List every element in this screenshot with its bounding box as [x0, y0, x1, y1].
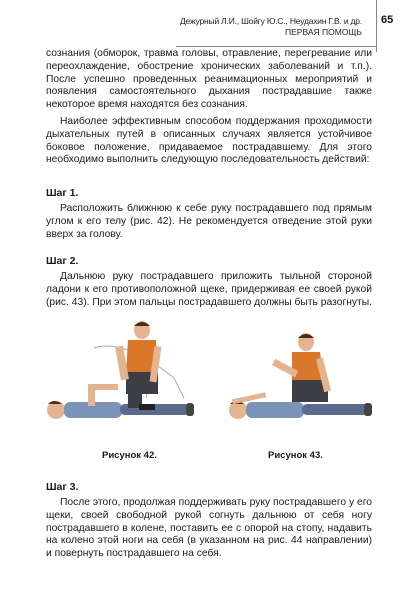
paragraph-1: сознания (обморок, травма головы, отравление, перегревание или переохлаждение, обострение хронических заболеваний и т.п.). После успешно проведенных реанимационных мероприятий и появления самостоятельного дыхания пострадавшие также некоторое время находятся без сознания.	[46, 48, 372, 111]
page-number: 65	[381, 14, 394, 26]
step-1-title: Шаг 1.	[46, 187, 79, 199]
header-authors: Дежурный Л.И., Шойгу Ю.С., Неудахин Г.В. и др.	[179, 16, 362, 26]
paragraph-2: Наиболее эффективным способом поддержания проходимости дыхательных путей в описанных случаях является устойчивое боковое положение, придаваемое пострадавшему. Для этого необходимо выполнить следующую последовательность действий:	[46, 116, 372, 166]
figure-43-illustration	[212, 330, 382, 430]
header-book-title: ПЕРВАЯ ПОМОЩЬ	[285, 27, 362, 37]
figure-43-caption: Рисунок 43.	[268, 450, 323, 461]
step-1-text: Расположить ближнюю к себе руку пострадавшего под прямым углом к его телу (рис. 42). Не рекомендуется отведение этой руки вверх за голову.	[46, 203, 372, 240]
step-3-text: После этого, продолжая поддерживать руку пострадавшего у его щеки, своей свободной рукой согнуть дальнюю от себя ногу пострадавшего в колене, поставить ее с опорой на стопу, надавить на колено этой ноги на себя (в указанном на рис. 44 направлении) и повернуть пострадавшего на себя.	[46, 497, 372, 560]
step-2-text: Дальнюю руку пострадавшего приложить тыльной стороной ладони к его противоположной щеке, придерживая ее своей рукой (рис. 43). При этом пальцы пострадавшего должны быть разогнуты.	[46, 271, 373, 308]
figure-42-caption: Рисунок 42.	[102, 450, 157, 461]
page-header	[0, 14, 376, 50]
step-2-title: Шаг 2.	[46, 255, 79, 267]
figure-42-illustration	[34, 318, 214, 430]
header-divider	[376, 0, 377, 52]
header-rule	[176, 46, 376, 47]
step-3-title: Шаг 3.	[46, 481, 79, 493]
